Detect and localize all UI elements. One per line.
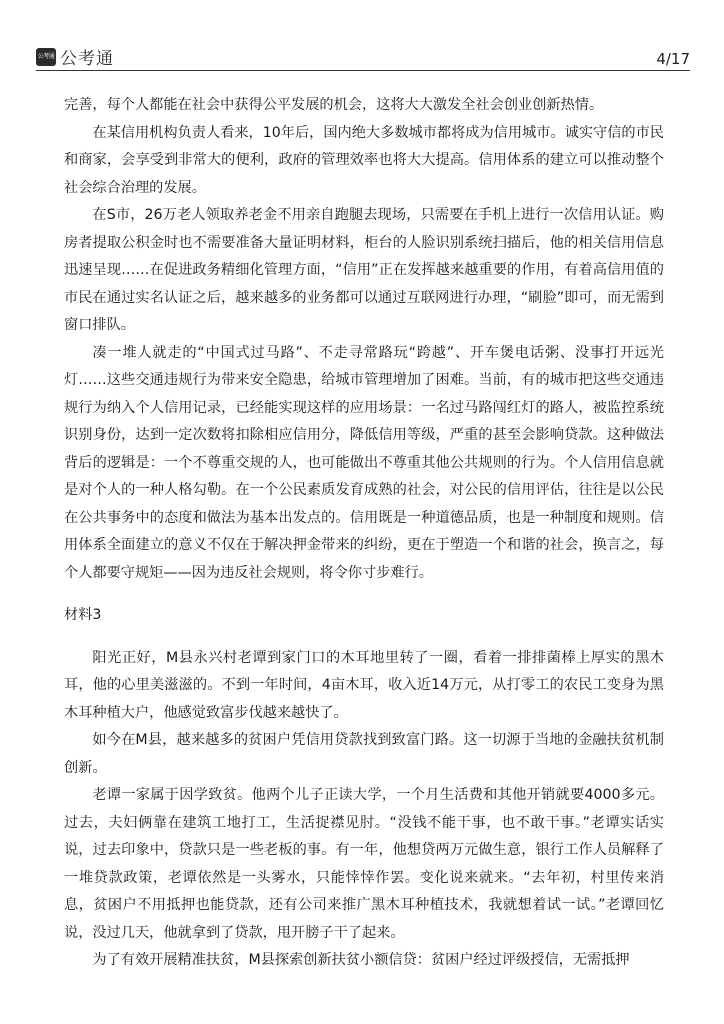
page-number: 4/17 bbox=[656, 50, 690, 68]
paragraph: 阳光正好，M县永兴村老谭到家门口的木耳地里转了一圈，看着一排排菌棒上厚实的黑木耳，他的心里美滋滋的。不到一年时间，4亩木耳，收入近14万元，从打零工的农民工变身为黑木耳种植大户，他感觉致富步伐越来越快了。 bbox=[64, 649, 664, 721]
paragraph: 老谭一家属于因学致贫。他两个儿子正读大学，一个月生活费和其他开销就要4000多元。过去，夫妇俩靠在建筑工地打工，生活捉襟见肘。“没钱不能干事，也不敢干事。”老谭实话实说，过去印象中，贷款只是一些老板的事。有一年，他想贷两万元做生意，银行工作人员解释了一堆贷款政策，老谭依然是一头雾水，只能悻悻作罢。变化说来就来。“去年初，村里传来消息，贫困户不用抵押也能贷款，还有公司来推广黑木耳种植技术，我就想着试一试。”老谭回忆说，没过几天，他就拿到了贷款，甩开膀子干了起来。 bbox=[64, 787, 664, 941]
page-header bbox=[36, 44, 690, 70]
paragraph: 如今在M县，越来越多的贫困户凭信用贷款找到致富门路。这一切源于当地的金融扶贫机制创新。 bbox=[64, 732, 664, 776]
header-divider bbox=[36, 70, 690, 71]
logo-text: 公考通 bbox=[60, 49, 114, 69]
paragraph: 在S市，26万老人领取养老金不用亲自跑腿去现场，只需要在手机上进行一次信用认证。购房者提取公积金时也不需要准备大量证明材料，柜台的人脸识别系统扫描后，他的相关信用信息迅速呈现……在促进政务精细化管理方面，“信用”正在发挥越来越重要的作用，有着高信用值的市民在通过实名认证之后，越来越多的业务都可以通过互联网进行办理，“刷脸”即可，而无需到窗口排队。 bbox=[64, 207, 664, 333]
paragraph: 凑一堆人就走的“中国式过马路”、不走寻常路玩“跨越”、开车煲电话粥、没事打开远光灯……这些交通违规行为带来安全隐患，给城市管理增加了困难。当前，有的城市把这些交通违规行为纳入个人信用记录，已经能实现这样的应用场景：一名过马路闯红灯的路人，被监控系统识别身份，达到一定次数将扣除相应信用分，降低信用等级，严重的甚至会影响贷款。这种做法背后的逻辑是：一个不尊重交规的人，也可能做出不尊重其他公共规则的行为。个人信用信息就是对个人的一种人格勾勒。在一个公民素质发育成熟的社会，对公民的信用评估，往往是以公民在公共事务中的态度和做法为基本出发点的。信用既是一种道德品质，也是一种制度和规则。信用体系全面建立的意义不仅在于解决押金带来的纠纷，更在于塑造一个和谐的社会，换言之，每个人都要守规矩——因为违反社会规则，将令你寸步难行。 bbox=[64, 344, 664, 581]
paragraph: 完善，每个人都能在社会中获得公平发展的机会，这将大大激发全社会创业创新热情。 bbox=[64, 97, 604, 113]
paragraph: 为了有效开展精准扶贫，M县探索创新扶贫小额信贷：贫困户经过评级授信，无需抵押 bbox=[92, 952, 630, 968]
paragraph: 在某信用机构负责人看来，10年后，国内绝大多数城市都将成为信用城市。诚实守信的市民和商家，会享受到非常大的便利，政府的管理效率也将大大提高。信用体系的建立可以推动整个社会综合治理的发展。 bbox=[64, 124, 664, 196]
section-title: 材料3 bbox=[64, 607, 102, 623]
logo-mark-text: 公考通 bbox=[37, 52, 55, 60]
logo-icon bbox=[36, 48, 56, 66]
document-body bbox=[64, 92, 664, 975]
brand-logo bbox=[36, 44, 114, 69]
